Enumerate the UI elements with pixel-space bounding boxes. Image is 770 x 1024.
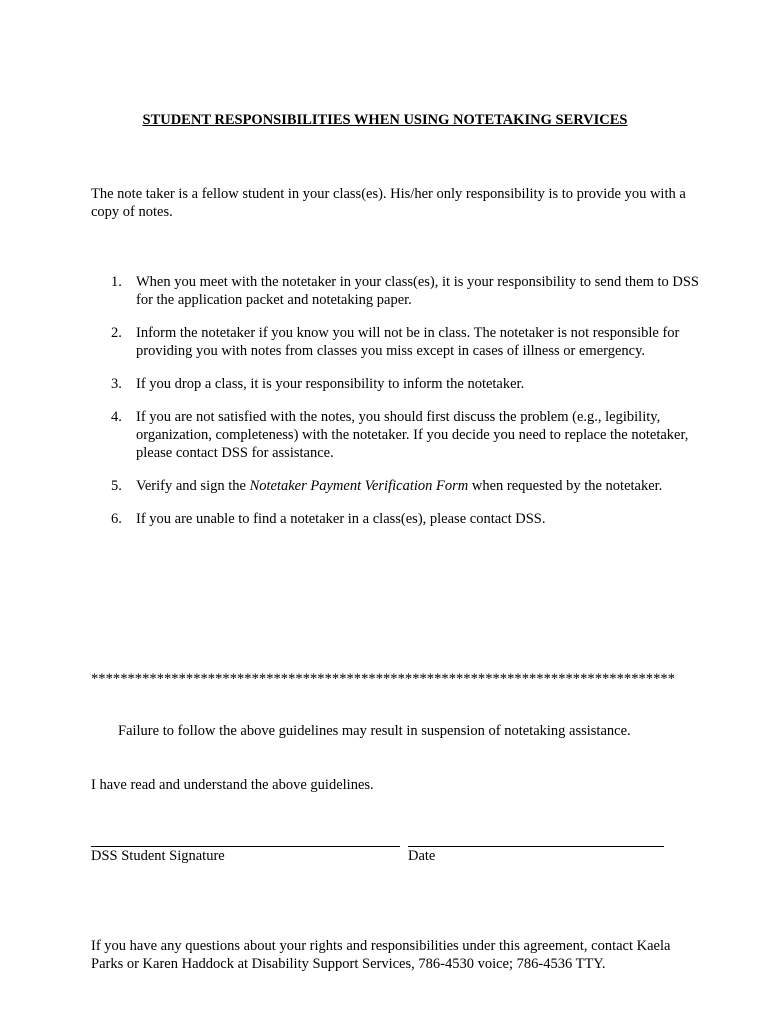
list-item-text: If you drop a class, it is your responsibility to inform the notetaker.	[136, 376, 525, 392]
list-item-number: 5.	[111, 478, 122, 494]
list-item-text-after: when requested by the notetaker.	[468, 478, 663, 494]
list-item-number: 1.	[111, 274, 122, 290]
intro-paragraph: The note taker is a fellow student in your class(es). His/her only responsibility is to provide you with a copy of notes.	[91, 186, 686, 220]
list-item	[0, 324, 700, 360]
list-item-text: If you are unable to find a notetaker in a class(es), please contact DSS.	[136, 511, 546, 527]
list-item-text	[136, 477, 700, 495]
list-item	[0, 510, 700, 528]
contact-paragraph: If you have any questions about your rights and responsibilities under this agreement, contact Kaela Parks or Karen Haddock at Disability Support Services, 786-4530 voice; 786-4536 TTY.	[91, 938, 671, 972]
warning-statement: Failure to follow the above guidelines may result in suspension of notetaking assistance.	[118, 723, 631, 739]
signature-label: DSS Student Signature	[91, 848, 225, 864]
acknowledgement-statement: I have read and understand the above guidelines.	[91, 777, 374, 793]
form-name: Notetaker Payment Verification Form	[249, 478, 469, 494]
asterisk-divider: ********************************************************************************	[91, 671, 675, 687]
list-item-text: When you meet with the notetaker in your class(es), it is your responsibility to send them to DSS for the application packet and notetaking paper.	[136, 274, 699, 308]
list-item-number: 4.	[111, 409, 122, 425]
date-line[interactable]	[408, 846, 664, 847]
list-item	[0, 273, 700, 309]
responsibilities-list	[0, 273, 700, 543]
list-item-number: 2.	[111, 325, 122, 341]
list-item-number: 3.	[111, 376, 122, 392]
list-item-number: 6.	[111, 511, 122, 527]
list-item-text: If you are not satisfied with the notes, you should first discuss the problem (e.g., legibility, organization, completeness) with the notetaker. If you decide you need to replace the notetaker, please contact DSS for assistance.	[136, 409, 689, 461]
list-item-text: Inform the notetaker if you know you will not be in class. The notetaker is not responsible for providing you with notes from classes you miss except in cases of illness or emergency.	[136, 325, 680, 359]
list-item	[0, 375, 700, 393]
document-title: STUDENT RESPONSIBILITIES WHEN USING NOTETAKING SERVICES	[142, 112, 628, 128]
list-item-text-before: Verify and sign the	[136, 478, 250, 494]
date-label: Date	[408, 848, 436, 864]
list-item	[0, 408, 700, 462]
list-item	[0, 477, 700, 495]
